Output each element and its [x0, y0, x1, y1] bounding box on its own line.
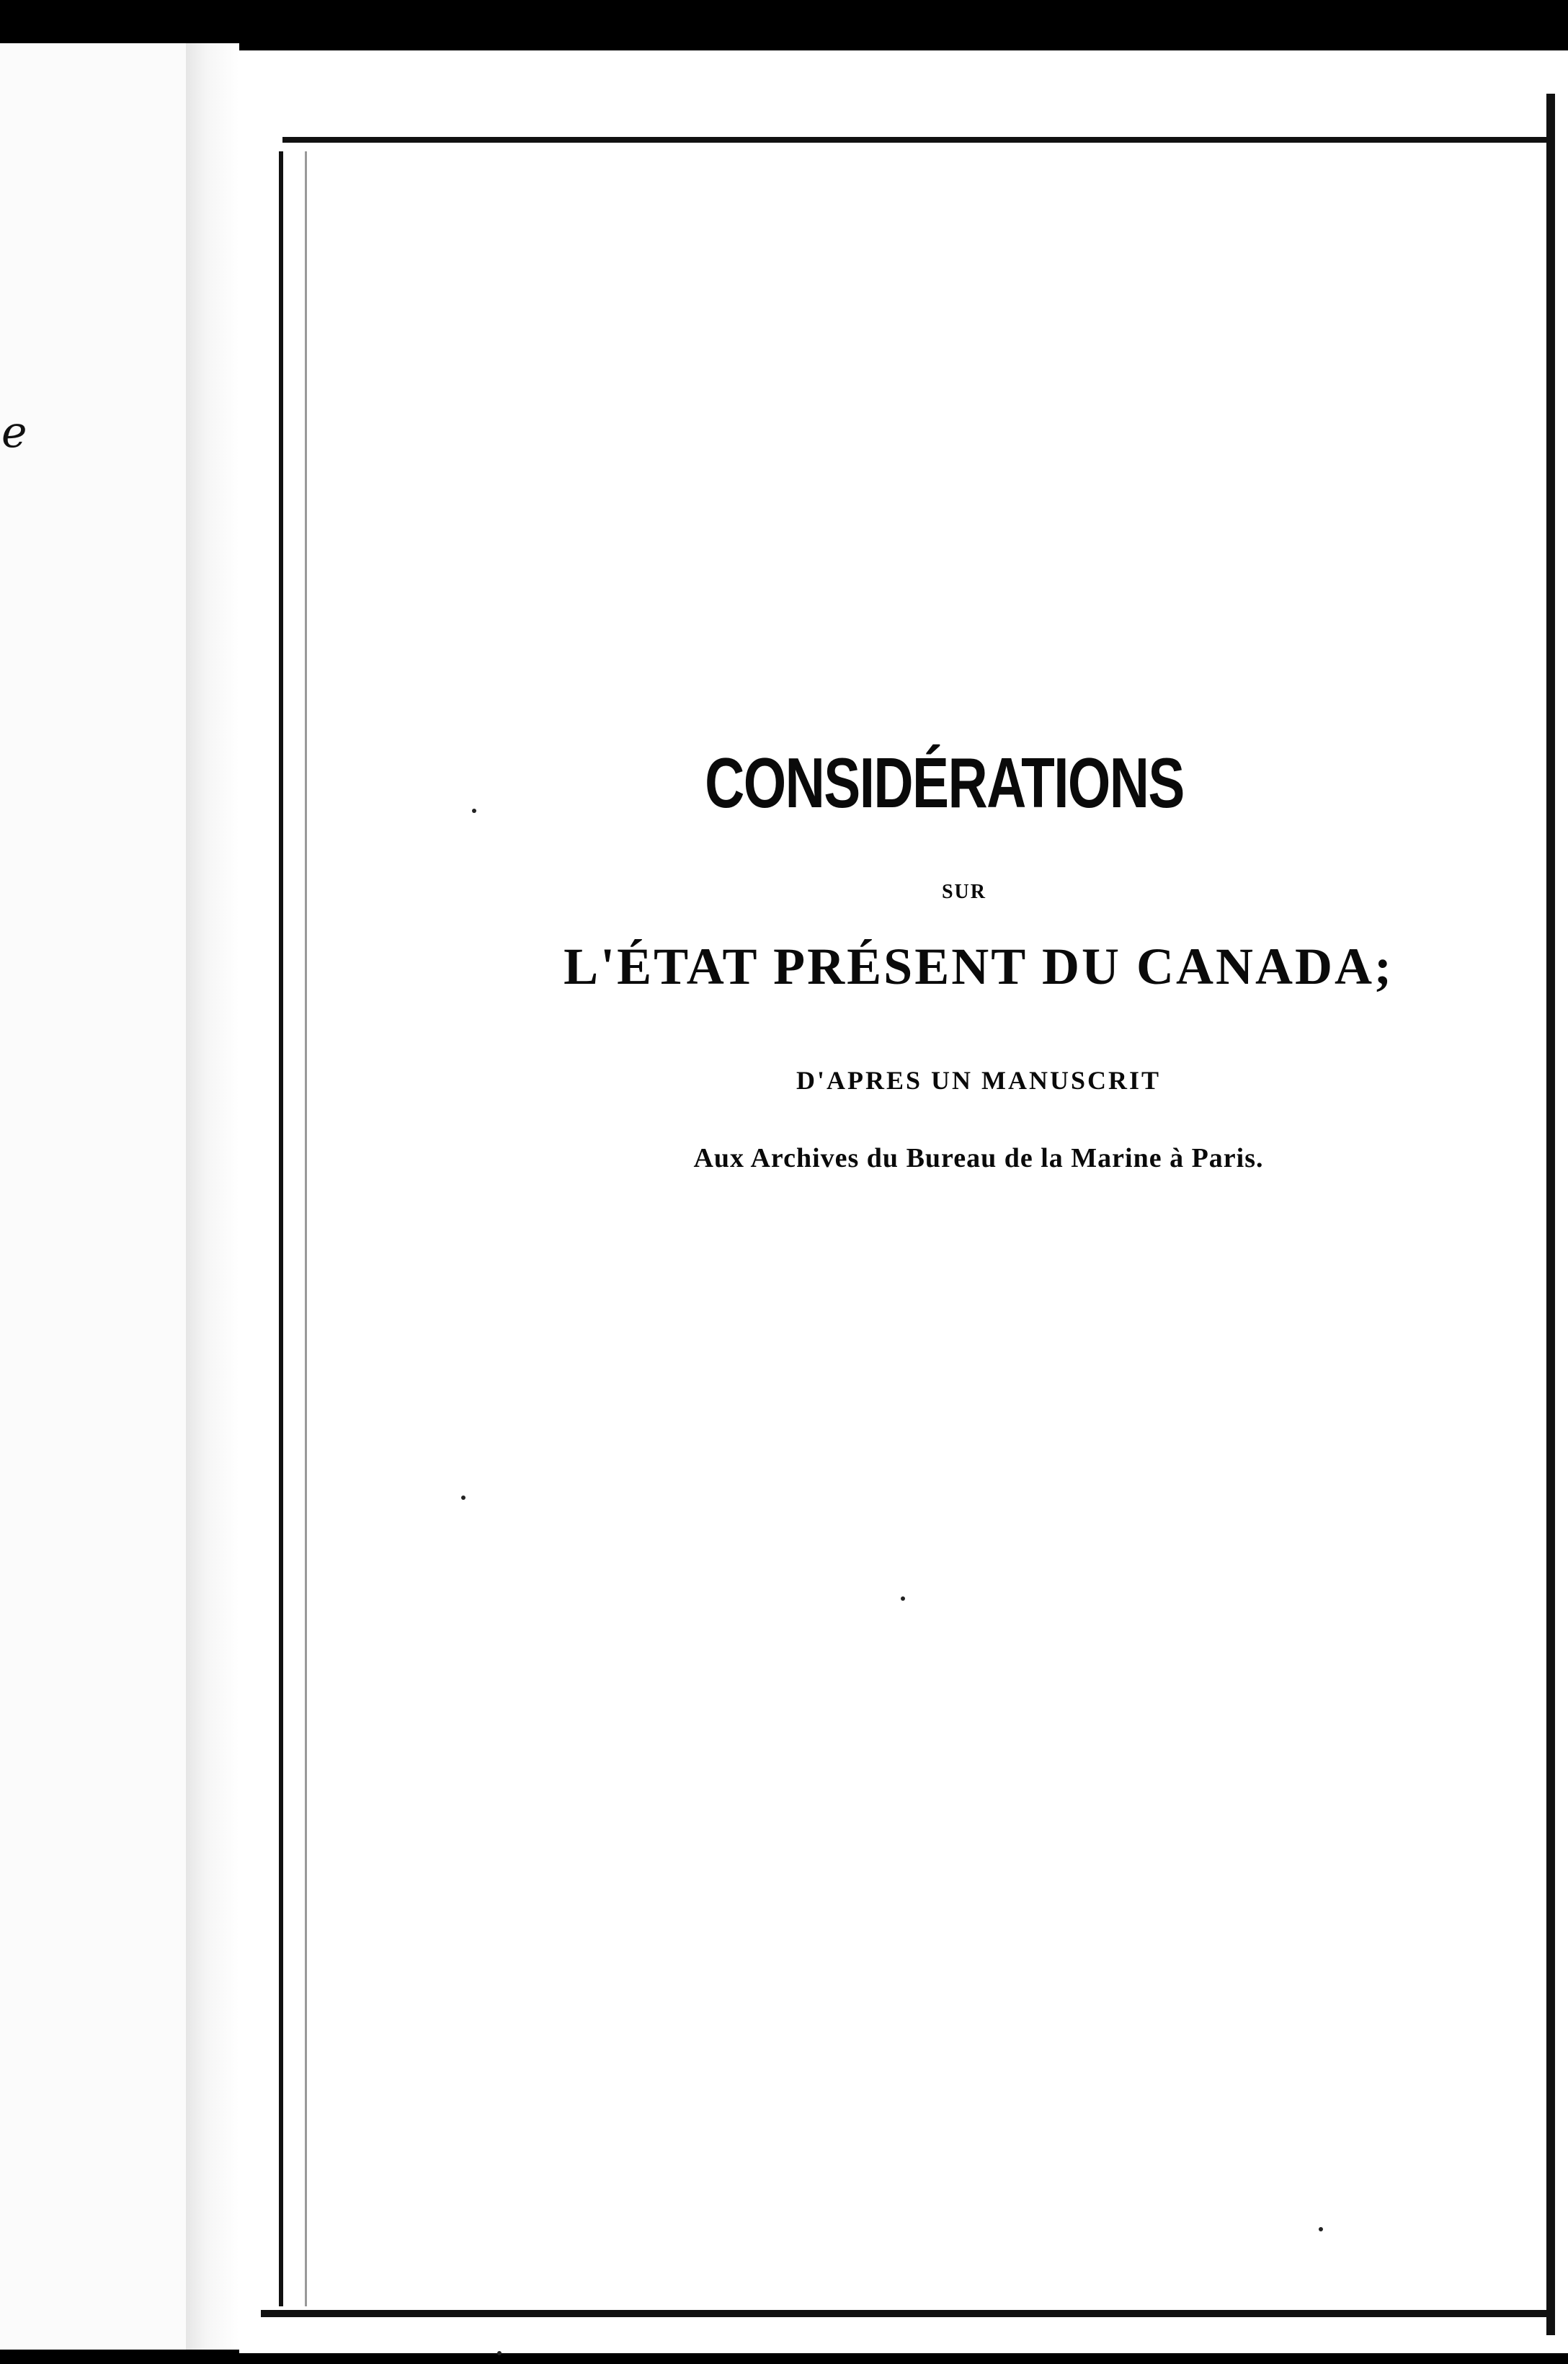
title-connector: SUR	[941, 881, 986, 903]
book-title: CONSIDÉRATIONS	[705, 743, 1184, 822]
ink-speck	[497, 2351, 502, 2355]
ink-speck	[461, 1496, 466, 1500]
source-line: D'APRES UN MANUSCRIT	[796, 1066, 1162, 1095]
handwritten-mark: e	[1, 407, 27, 458]
ink-speck	[1319, 2227, 1323, 2231]
archive-line: Aux Archives du Bureau de la Marine à Paris.	[693, 1143, 1264, 1173]
ink-speck	[901, 1596, 905, 1601]
ink-speck	[472, 809, 476, 813]
book-subtitle: L'ÉTAT PRÉSENT DU CANADA;	[564, 938, 1394, 995]
